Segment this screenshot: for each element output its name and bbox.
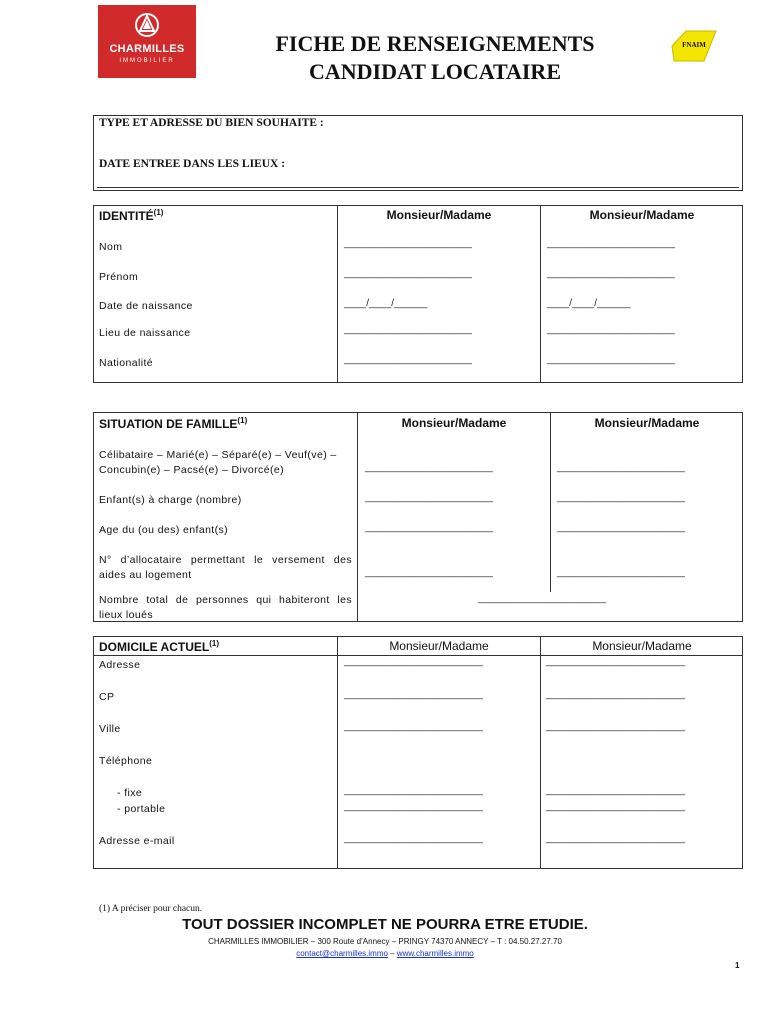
identity-field-prenom-1[interactable]: _______________________ xyxy=(344,268,472,279)
domicile-field-address-2[interactable]: _________________________ xyxy=(546,656,686,667)
identity-label-birthdate: Date de naissance xyxy=(99,300,193,312)
family-status-line1: Célibataire – Marié(e) – Séparé(e) – Veuf(ve) – xyxy=(99,449,337,461)
page-number: 1 xyxy=(735,961,740,970)
domicile-cp-label: CP xyxy=(99,691,115,703)
family-divider-2 xyxy=(550,412,551,592)
footer-address: CHARMILLES IMMOBILIER – 300 Route d’Annecy – PRINGY 74370 ANNECY – T : 04.50.27.27.70 xyxy=(208,937,562,946)
identity-title: IDENTITÉ$^{(1)}$ xyxy=(99,208,164,223)
family-title: SITUATION DE FAMILLE$^{(1)}$ xyxy=(99,416,248,431)
identity-label-nationality: Nationalité xyxy=(99,357,154,369)
identity-field-nom-2[interactable]: _______________________ xyxy=(547,238,675,249)
family-field-alloc-2[interactable]: _______________________ xyxy=(557,567,685,578)
identity-field-birthplace-2[interactable]: _______________________ xyxy=(547,324,675,335)
footnote: (1) A préciser pour chacun. xyxy=(99,904,203,914)
domicile-field-portable-2[interactable]: _________________________ xyxy=(546,801,686,812)
domicile-field-cp-1[interactable]: _________________________ xyxy=(344,689,484,700)
footer-contact: contact@charmilles.immo – www.charmilles.immo xyxy=(296,949,474,958)
family-status-line2: Concubin(e) – Pacsé(e) – Divorcé(e) xyxy=(99,464,284,476)
identity-label-birthplace: Lieu de naissance xyxy=(99,327,191,339)
family-field-children-1[interactable]: _______________________ xyxy=(365,492,493,503)
domicile-field-fixe-2[interactable]: _________________________ xyxy=(546,785,686,796)
identity-col2: Monsieur/Madame xyxy=(589,208,695,222)
charmilles-logo xyxy=(98,5,196,78)
family-col2: Monsieur/Madame xyxy=(594,416,700,430)
family-field-status-1[interactable]: _______________________ xyxy=(365,462,493,473)
family-table xyxy=(93,412,743,622)
domicile-col2: Monsieur/Madame xyxy=(592,639,692,653)
triangle-logo-icon xyxy=(135,11,159,39)
family-people-line2: lieux loués xyxy=(99,609,154,621)
identity-divider-2 xyxy=(540,205,541,383)
domicile-city-label: Ville xyxy=(99,723,121,735)
identity-label-nom: Nom xyxy=(99,241,123,253)
fnaim-logo xyxy=(668,28,720,64)
domicile-phone-label: Téléphone xyxy=(99,755,153,767)
domicile-field-fixe-1[interactable]: _________________________ xyxy=(344,785,484,796)
domicile-field-city-1[interactable]: _________________________ xyxy=(344,721,484,732)
page-title-line1: FICHE DE RENSEIGNEMENTS xyxy=(275,31,595,56)
domicile-field-address-1[interactable]: _________________________ xyxy=(344,656,484,667)
identity-field-birthdate-2[interactable]: ____/____/______ xyxy=(547,298,631,309)
identity-field-nationality-1[interactable]: _______________________ xyxy=(344,354,472,365)
identity-field-nom-1[interactable]: _______________________ xyxy=(344,238,472,249)
fnaim-label: FNAIM xyxy=(682,41,706,49)
family-field-alloc-1[interactable]: _______________________ xyxy=(365,567,493,578)
family-divider-1 xyxy=(357,412,358,622)
page-title-line2: CANDIDAT LOCATAIRE xyxy=(308,59,561,84)
domicile-col1: Monsieur/Madame xyxy=(389,639,489,653)
domicile-email-label: Adresse e-mail xyxy=(99,835,175,847)
identity-field-nationality-2[interactable]: _______________________ xyxy=(547,354,675,365)
property-type-label[interactable]: TYPE ET ADRESSE DU BIEN SOUHAITE : xyxy=(99,117,324,129)
family-people-line1: Nombre total de personnes qui habiteront les xyxy=(99,594,352,606)
incomplete-warning: TOUT DOSSIER INCOMPLET NE POURRA ETRE ETUDIE. xyxy=(182,916,588,933)
domicile-address-label: Adresse xyxy=(99,659,141,671)
domicile-field-cp-2[interactable]: _________________________ xyxy=(546,689,686,700)
identity-field-birthdate-1[interactable]: ____/____/______ xyxy=(344,298,428,309)
domicile-field-email-1[interactable]: _________________________ xyxy=(344,833,484,844)
domicile-field-portable-1[interactable]: _________________________ xyxy=(344,801,484,812)
contact-email-link[interactable]: contact@charmilles.immo xyxy=(296,949,388,958)
domicile-field-email-2[interactable]: _________________________ xyxy=(546,833,686,844)
website-link[interactable]: www.charmilles.immo xyxy=(396,949,474,958)
family-col1: Monsieur/Madame xyxy=(401,416,507,430)
identity-col1: Monsieur/Madame xyxy=(386,208,492,222)
domicile-divider-1 xyxy=(337,636,338,869)
family-alloc-line2: aides au logement xyxy=(99,569,192,581)
family-children-label: Enfant(s) à charge (nombre) xyxy=(99,494,242,506)
domicile-title: DOMICILE ACTUEL$^{(1)}$ xyxy=(99,639,219,654)
logo-sub: IMMOBILIER xyxy=(119,58,175,64)
property-underline xyxy=(97,187,739,188)
domicile-divider-2 xyxy=(540,636,541,869)
identity-field-prenom-2[interactable]: _______________________ xyxy=(547,268,675,279)
identity-label-prenom: Prénom xyxy=(99,271,139,283)
family-field-children-2[interactable]: _______________________ xyxy=(557,492,685,503)
domicile-portable-label: - portable xyxy=(117,803,166,815)
family-field-people[interactable]: _______________________ xyxy=(478,593,606,604)
family-field-ages-2[interactable]: _______________________ xyxy=(557,522,685,533)
domicile-fixe-label: - fixe xyxy=(117,787,143,799)
identity-divider-1 xyxy=(337,205,338,383)
logo-brand: CHARMILLES xyxy=(109,43,185,55)
domicile-field-city-2[interactable]: _________________________ xyxy=(546,721,686,732)
identity-field-birthplace-1[interactable]: _______________________ xyxy=(344,324,472,335)
family-alloc-line1: N° d’allocataire permettant le versement des xyxy=(99,554,352,566)
family-field-status-2[interactable]: _______________________ xyxy=(557,462,685,473)
entry-date-label[interactable]: DATE ENTREE DANS LES LIEUX : xyxy=(99,158,286,170)
family-ages-label: Age du (ou des) enfant(s) xyxy=(99,524,229,536)
family-field-ages-1[interactable]: _______________________ xyxy=(365,522,493,533)
